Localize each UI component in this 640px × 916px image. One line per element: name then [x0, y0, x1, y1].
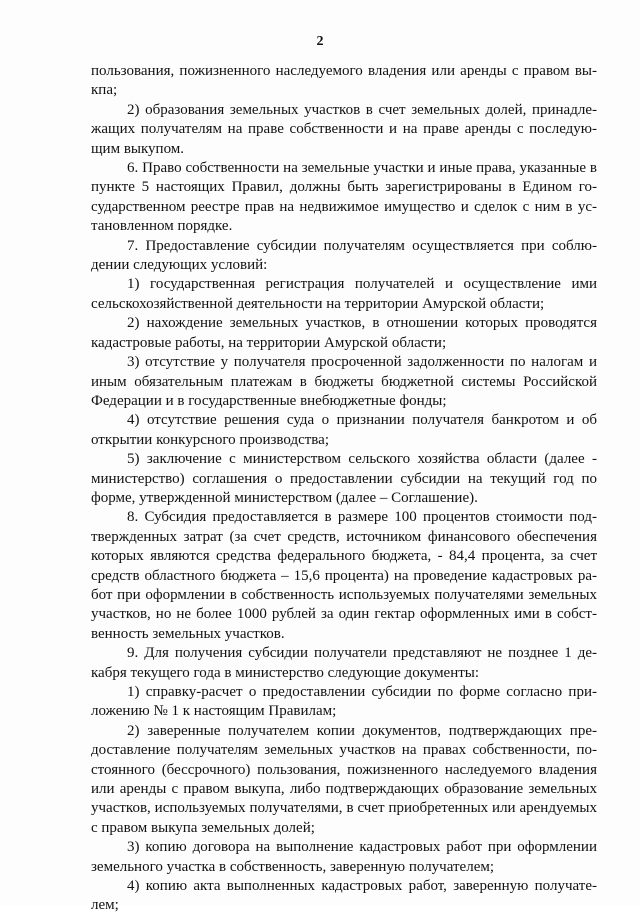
paragraph: пользования, пожизненного наследуемого владения или аренды с правом выкпа; — [91, 63, 597, 99]
paragraph: 3) копию договора на выполнение кадастровых работ при оформлении земельного участка в собственность, заверенную получателем; — [91, 839, 597, 875]
paragraph: 8. Субсидия предоставляется в размере 100 процентов стоимости подтвержденных затрат (за счет средств, источником финансового обеспечения которых являются средства федерального бюджета, - 84,4 процента, за счет средств областного бюджета – 15,6 процента) на проведение кадастровых работ при оформлении в собственность используемых получателями земельных участков, но не более 1000 рублей за один гектар оформленных ими в собственность земельных участков. — [91, 509, 597, 642]
paragraph: 1) государственная регистрация получателей и осуществление ими сельскохозяйственной деятельности на территории Амурской области; — [91, 276, 597, 312]
paragraph: 2) заверенные получателем копии документов, подтверждающих предоставление получателям земельных участков на правах собственности, постоянного (бессрочного) пользования, пожизненного наследуемого владения или аренды с правом выкупа, либо подтверждающих образование земельных участков, используемых получателями, в счет приобретенных или арендуемых с правом выкупа земельных долей; — [91, 722, 597, 836]
paragraph: 2) образования земельных участков в счет земельных долей, принадлежащих получателям на праве собственности и на праве аренды с последующим выкупом. — [91, 101, 597, 157]
paragraph: 3) отсутствие у получателя просроченной задолженности по налогам и иным обязательным платежам в бюджеты бюджетной системы Российской Федерации и в государственные внебюджетные фонды; — [91, 354, 597, 409]
paragraph: 6. Право собственности на земельные участки и иные права, указанные в пункте 5 настоящих Правил, должны быть зарегистрированы в Едином государственном реестре прав на недвижимое имущество и сделок с ним в установленном порядке. — [91, 160, 597, 235]
page-number: 2 — [316, 34, 324, 49]
paragraph: 7. Предоставление субсидии получателям осуществляется при соблюдении следующих условий: — [91, 237, 597, 274]
paragraph: 9. Для получения субсидии получатели представляют не позднее 1 декабря текущего года в министерство следующие документы: — [91, 645, 597, 681]
paragraph: 5) заключение с министерством сельского хозяйства области (далее - министерство) соглашения о предоставлении субсидии на текущий год по форме, утвержденной министерством (далее – Соглашение). — [91, 451, 597, 506]
paragraph: 2) нахождение земельных участков, в отношении которых проводятся кадастровые работы, на территории Амурской области; — [91, 315, 597, 351]
document-body — [91, 62, 597, 916]
paragraph: 1) справку-расчет о предоставлении субсидии по форме согласно приложению № 1 к настоящим Правилам; — [91, 684, 597, 720]
paragraph: 4) копию акта выполненных кадастровых работ, заверенную получателем; — [91, 878, 597, 914]
paragraph: 4) отсутствие решения суда о признании получателя банкротом и об открытии конкурсного производства; — [91, 412, 597, 448]
